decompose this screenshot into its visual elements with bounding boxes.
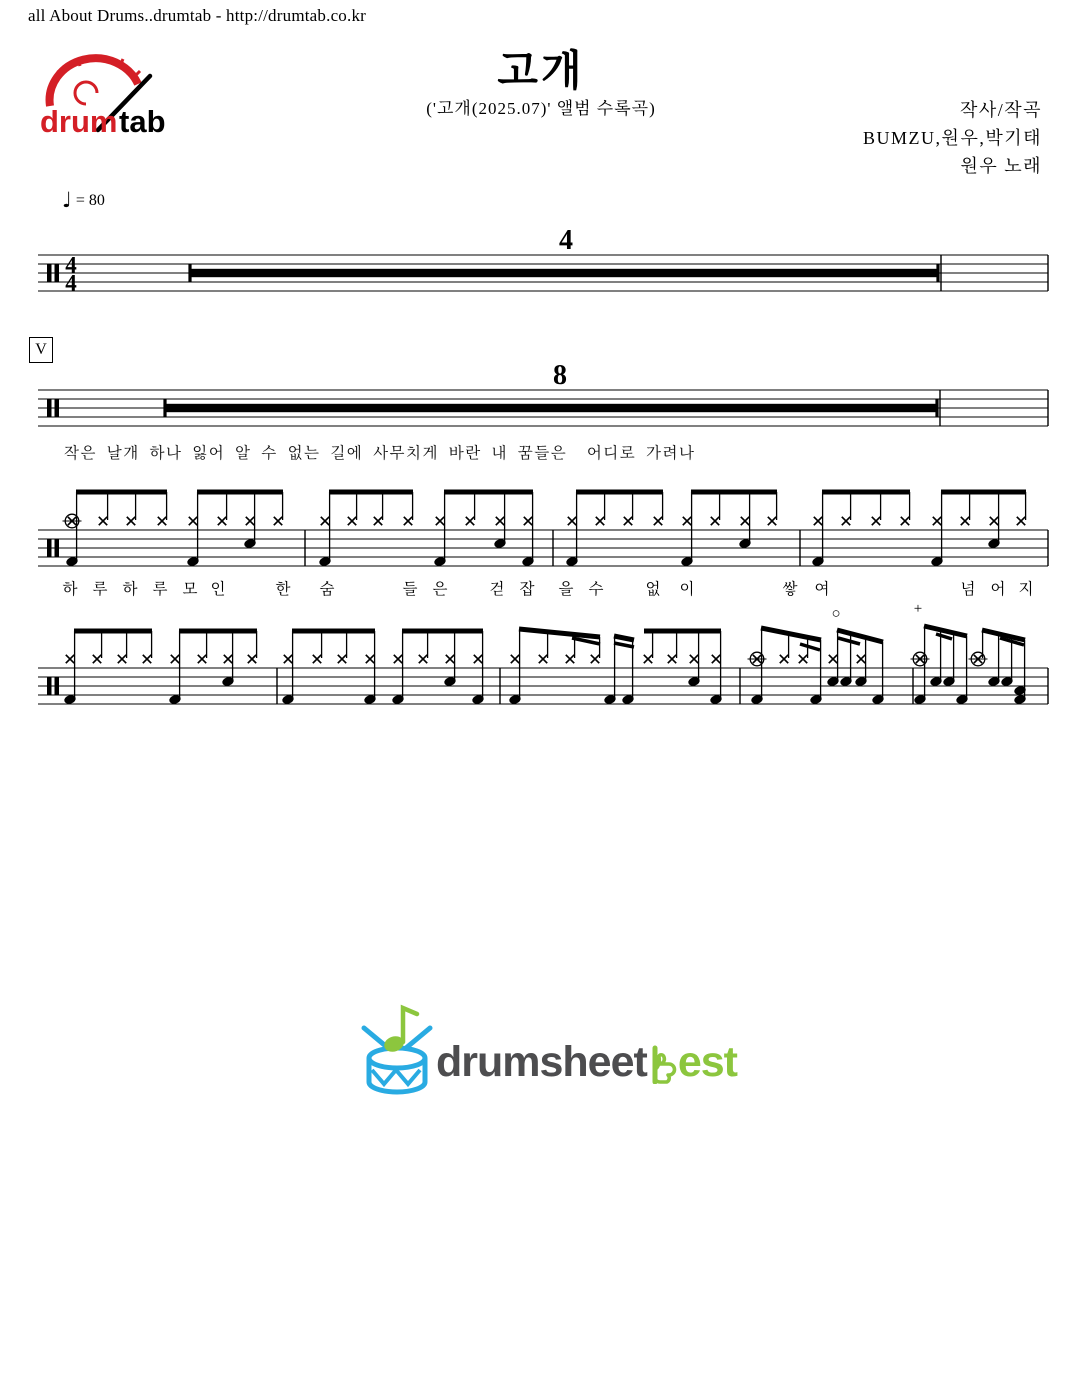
percussion-clef xyxy=(55,399,60,418)
lyric-syllable: 걷 xyxy=(489,581,505,598)
rehearsal-mark: V xyxy=(29,337,53,363)
multirest-cap xyxy=(936,265,939,282)
tempo-value: = 80 xyxy=(75,192,105,209)
footer-word-best: est xyxy=(677,1038,737,1086)
drum-icon xyxy=(358,1000,436,1098)
lyric-syllable: 수 xyxy=(588,581,604,598)
beam xyxy=(924,626,967,636)
lyric-syllable: 모 xyxy=(182,581,198,598)
quarter-note-icon: ♩ xyxy=(62,188,72,212)
beam xyxy=(614,636,634,640)
thumbs-up-icon xyxy=(649,1040,679,1084)
tempo-marking xyxy=(62,188,105,212)
multirest-count: 8 xyxy=(553,360,567,391)
articulation-mark: + xyxy=(913,601,923,617)
percussion-clef xyxy=(55,539,60,558)
credit-role: 작사/작곡 xyxy=(959,100,1042,120)
lyric-syllable: 넘 xyxy=(960,581,976,598)
percussion-clef xyxy=(47,399,52,418)
time-signature: 4 xyxy=(65,252,77,278)
lyric-syllable: 루 xyxy=(152,581,168,598)
logo-word-drum: drum xyxy=(40,104,118,139)
multirest-cap xyxy=(163,400,166,417)
footer-word-drumsheet: drumsheet xyxy=(436,1038,647,1086)
footer-wordmark xyxy=(436,1040,737,1098)
lyric-syllable: 은 xyxy=(432,581,448,598)
lyrics-line-1: 작은 날개 하나 잃어 알 수 없는 길에 사무치게 바란 내 꿈들은 어디로 가려나 xyxy=(64,445,696,462)
lyric-syllable: 숨 xyxy=(319,581,335,598)
lyric-syllable: 쌓 xyxy=(782,581,798,598)
percussion-clef xyxy=(55,677,60,696)
sixteenth-beam xyxy=(838,638,860,644)
lyric-syllable: 루 xyxy=(92,581,108,598)
drumsheetbest-logo xyxy=(358,998,778,1098)
percussion-clef xyxy=(55,264,60,283)
articulation-mark: ○ xyxy=(831,606,841,622)
multirest-cap xyxy=(188,265,191,282)
site-header: all About Drums..drumtab - http://drumtab.co.kr xyxy=(28,6,367,25)
percussion-clef xyxy=(47,677,52,696)
lyric-syllable: 여 xyxy=(814,581,830,598)
time-signature: 4 xyxy=(65,270,77,296)
logo-word-tab: tab xyxy=(119,104,166,139)
multirest-cap xyxy=(935,400,938,417)
credits-block xyxy=(863,96,1042,180)
percussion-clef xyxy=(47,539,52,558)
lyric-syllable: 지 xyxy=(1018,581,1034,598)
multirest-count: 4 xyxy=(559,225,573,256)
beam xyxy=(519,629,600,637)
lyric-syllable: 잡 xyxy=(519,581,535,598)
lyric-syllable: 없 xyxy=(645,581,661,598)
lyric-syllable: 을 xyxy=(558,581,574,598)
lyric-syllable: 한 xyxy=(275,581,291,598)
sixteenth-beam xyxy=(936,634,952,639)
sixteenth-beam xyxy=(614,643,634,647)
lyric-syllable: 이 xyxy=(679,581,695,598)
lyric-syllable: 어 xyxy=(990,581,1006,598)
multirest-bar xyxy=(190,269,938,277)
song-title: 고개 xyxy=(497,49,585,95)
lyric-syllable: 들 xyxy=(402,581,418,598)
lyric-syllable: 하 xyxy=(122,581,138,598)
lyric-syllable: 하 xyxy=(62,581,78,598)
beam xyxy=(761,628,821,640)
credit-writers: BUMZU,원우,박기태 xyxy=(863,128,1042,148)
sixteenth-beam xyxy=(800,644,820,650)
percussion-clef xyxy=(47,264,52,283)
multirest-bar xyxy=(165,404,937,412)
credit-vocal: 원우 노래 xyxy=(960,156,1042,176)
album-note: ('고개(2025.07)' 앨범 수록곡) xyxy=(426,99,656,118)
lyric-syllable: 인 xyxy=(210,581,226,598)
